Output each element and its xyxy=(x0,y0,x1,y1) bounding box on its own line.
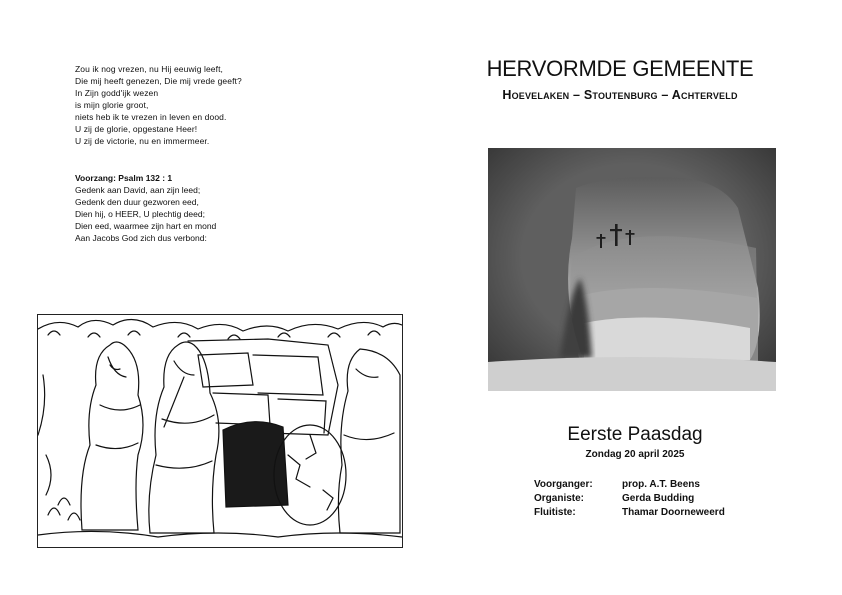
poem-line: Zou ik nog vrezen, nu Hij eeuwig leeft, xyxy=(75,64,224,74)
service-date: Zondag 20 april 2025 xyxy=(585,449,685,460)
poem-line: U zij de glorie, opgestane Heer! xyxy=(75,124,198,134)
church-title: HERVORMDE GEMEENTE xyxy=(486,56,754,81)
empty-tomb-illustration xyxy=(37,314,403,548)
church-subtitle: Hoevelaken – Stoutenburg – Achterveld xyxy=(502,88,738,102)
psalm-line: Gedenk aan David, aan zijn leed; xyxy=(75,185,201,195)
service-roles xyxy=(534,478,764,520)
psalm-line: Aan Jacobs God zich dus verbond: xyxy=(75,233,207,243)
poem-line: In Zijn godd'ijk wezen xyxy=(75,88,159,98)
role-row xyxy=(534,478,764,492)
tomb-photo-graphic xyxy=(488,148,776,391)
role-label: Fluitiste: xyxy=(534,507,576,518)
psalm-line: Gedenk den duur gezworen eed, xyxy=(75,197,199,207)
service-name: Eerste Paasdag xyxy=(567,424,703,445)
poem-line: niets heb ik te vrezen in leven en dood. xyxy=(75,112,227,122)
role-value: Thamar Doorneweerd xyxy=(622,507,725,518)
poem-line: is mijn glorie groot, xyxy=(75,100,149,110)
psalm-line: Dien eed, waarmee zijn hart en mond xyxy=(75,221,217,231)
role-value: Gerda Budding xyxy=(622,493,695,504)
role-label: Organiste: xyxy=(534,493,585,504)
psalm-heading: Voorzang: Psalm 132 : 1 xyxy=(75,173,173,183)
empty-tomb-photo xyxy=(488,148,776,391)
role-label: Voorganger: xyxy=(534,479,593,490)
role-row xyxy=(534,506,764,520)
psalm-block xyxy=(75,172,335,244)
line-drawing xyxy=(38,315,402,547)
poem xyxy=(75,63,335,147)
poem-line: U zij de victorie, nu en immermeer. xyxy=(75,136,210,146)
role-value: prop. A.T. Beens xyxy=(622,479,700,490)
poem-line: Die mij heeft genezen, Die mij vrede geeft? xyxy=(75,76,242,86)
psalm-line: Dien hij, o HEER, U plechtig deed; xyxy=(75,209,205,219)
role-row xyxy=(534,492,764,506)
